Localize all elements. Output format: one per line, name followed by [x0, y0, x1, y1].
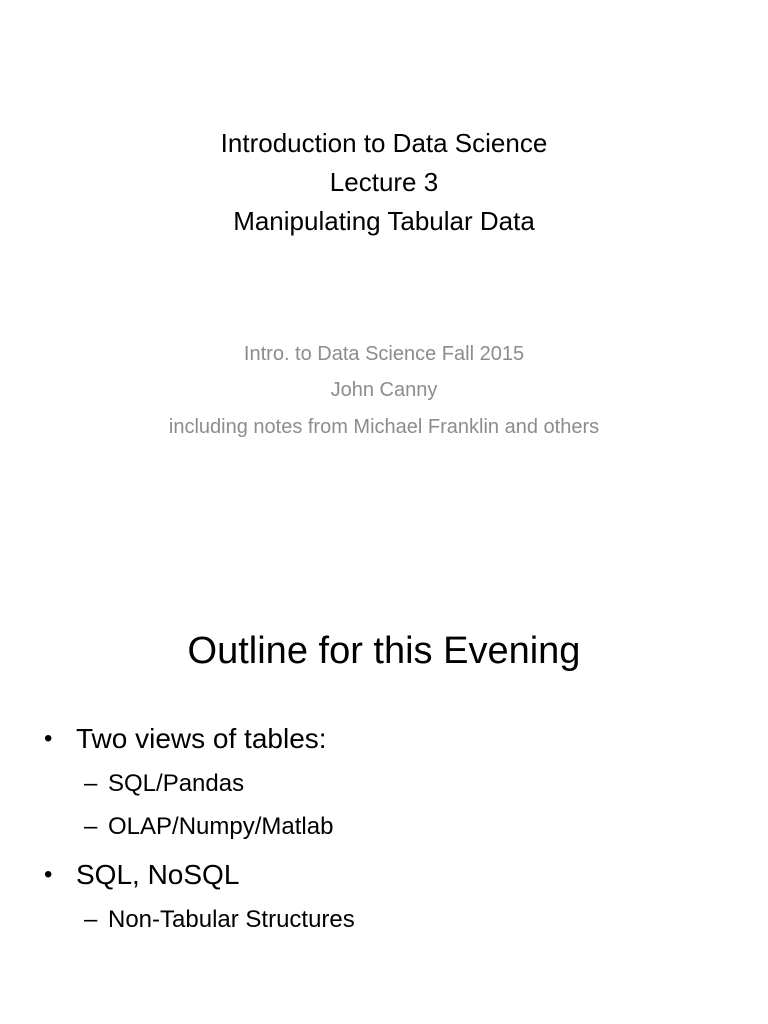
bullet-text: SQL, NoSQL — [76, 859, 240, 890]
sub-bullet-group — [44, 762, 724, 848]
outline-slide — [0, 512, 768, 1024]
sub-bullet-group — [44, 898, 724, 941]
sub-bullet-text: Non-Tabular Structures — [108, 906, 355, 933]
bullet-list — [44, 716, 724, 945]
sub-bullet-text: SQL/Pandas — [108, 770, 245, 797]
dash-icon: – — [84, 906, 98, 933]
sub-bullet-item — [44, 805, 724, 848]
sub-bullet-item — [44, 762, 724, 805]
title-line-course: Introduction to Data Science — [220, 128, 548, 158]
title-line-lecture: Lecture 3 — [329, 167, 439, 197]
sub-bullet-list — [44, 762, 724, 848]
outline-title: Outline for this Evening — [187, 630, 581, 672]
bullet-item — [44, 852, 724, 898]
dash-icon: – — [84, 813, 98, 840]
bullet-item — [44, 716, 724, 762]
dash-icon: – — [84, 770, 98, 797]
sub-bullet-item — [44, 898, 724, 941]
bullet-icon: • — [44, 725, 53, 752]
bullet-text: Two views of tables: — [76, 723, 327, 754]
subtitle-line-author: John Canny — [330, 379, 438, 401]
subtitle-line-course: Intro. to Data Science Fall 2015 — [243, 343, 525, 365]
slide-title — [0, 124, 768, 241]
title-line-topic: Manipulating Tabular Data — [233, 206, 535, 236]
subtitle-line-credits: including notes from Michael Franklin and others — [168, 416, 600, 438]
bullet-icon: • — [44, 861, 53, 888]
slide-subtitle — [0, 338, 768, 444]
sub-bullet-list — [44, 898, 724, 941]
sub-bullet-text: OLAP/Numpy/Matlab — [108, 813, 334, 840]
